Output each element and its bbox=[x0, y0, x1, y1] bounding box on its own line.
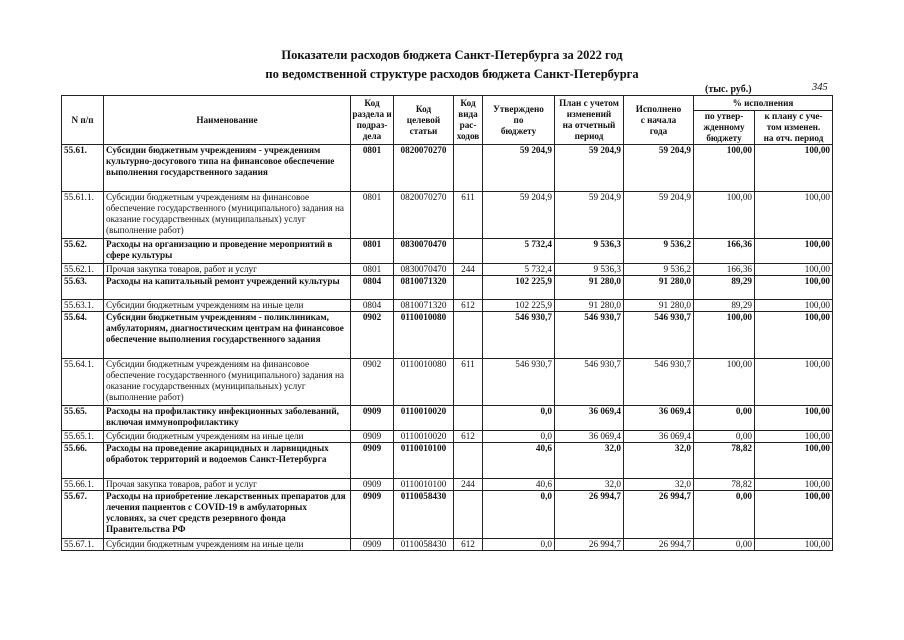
row-type-code bbox=[454, 491, 483, 539]
row-target-code: 0110010100 bbox=[394, 479, 454, 491]
row-type-code: 244 bbox=[454, 479, 483, 491]
row-section-code: 0801 bbox=[351, 264, 394, 276]
row-approved: 0,0 bbox=[483, 406, 555, 431]
row-section-code: 0801 bbox=[351, 145, 394, 192]
row-section-code: 0909 bbox=[351, 491, 394, 539]
row-executed: 59 204,9 bbox=[624, 192, 694, 239]
report-subtitle: по ведомственной структуре расходов бюджета Санкт-Петербурга bbox=[265, 67, 639, 81]
row-pct-approved: 166,36 bbox=[694, 239, 755, 264]
table-row bbox=[62, 431, 833, 443]
row-pct-approved: 100,00 bbox=[694, 145, 755, 192]
row-pct-approved: 166,36 bbox=[694, 264, 755, 276]
row-executed: 26 994,7 bbox=[624, 539, 694, 551]
budget-table bbox=[61, 95, 833, 551]
row-plan: 26 994,7 bbox=[555, 491, 624, 539]
row-section-code: 0804 bbox=[351, 276, 394, 300]
row-target-code: 0110058430 bbox=[394, 491, 454, 539]
row-target-code: 0110010080 bbox=[394, 312, 454, 359]
row-executed: 26 994,7 bbox=[624, 491, 694, 539]
row-pct-plan: 100,00 bbox=[755, 276, 833, 300]
row-target-code: 0110010080 bbox=[394, 359, 454, 406]
row-target-code: 0110058430 bbox=[394, 539, 454, 551]
report-title: Показатели расходов бюджета Санкт-Петербурга за 2022 год bbox=[281, 48, 623, 62]
table-row bbox=[62, 264, 833, 276]
row-approved: 5 732,4 bbox=[483, 239, 555, 264]
row-pct-approved: 0,00 bbox=[694, 491, 755, 539]
row-type-code bbox=[454, 276, 483, 300]
row-pct-approved: 100,00 bbox=[694, 312, 755, 359]
row-approved: 40,6 bbox=[483, 479, 555, 491]
row-pct-approved: 100,00 bbox=[694, 359, 755, 406]
row-type-code bbox=[454, 406, 483, 431]
row-number: 55.65.1. bbox=[62, 431, 104, 443]
row-pct-plan: 100,00 bbox=[755, 431, 833, 443]
table-row bbox=[62, 359, 833, 406]
row-number: 55.64. bbox=[62, 312, 104, 359]
header-pct-plan: к плану с уче- том изменен. на отч. период bbox=[755, 111, 833, 145]
row-executed: 91 280,0 bbox=[624, 276, 694, 300]
header-type-code: Код вида рас- ходов bbox=[454, 96, 483, 145]
row-type-code: 612 bbox=[454, 300, 483, 312]
table-row bbox=[62, 192, 833, 239]
row-type-code: 612 bbox=[454, 431, 483, 443]
row-name: Расходы на проведение акарицидных и ларвицидных обработок территорий и водоемов Санкт-Петербурга bbox=[104, 443, 351, 479]
row-target-code: 0810071320 bbox=[394, 300, 454, 312]
table-row bbox=[62, 239, 833, 264]
row-type-code bbox=[454, 443, 483, 479]
row-number: 55.66.1. bbox=[62, 479, 104, 491]
table-row bbox=[62, 145, 833, 192]
row-plan: 32,0 bbox=[555, 443, 624, 479]
row-name: Субсидии бюджетным учреждениям на иные цели bbox=[104, 431, 351, 443]
row-number: 55.67. bbox=[62, 491, 104, 539]
row-section-code: 0909 bbox=[351, 431, 394, 443]
row-target-code: 0830070470 bbox=[394, 239, 454, 264]
row-approved: 0,0 bbox=[483, 491, 555, 539]
row-executed: 32,0 bbox=[624, 479, 694, 491]
row-pct-plan: 100,00 bbox=[755, 479, 833, 491]
row-approved: 102 225,9 bbox=[483, 300, 555, 312]
row-pct-approved: 0,00 bbox=[694, 431, 755, 443]
table-row bbox=[62, 406, 833, 431]
row-plan: 9 536,3 bbox=[555, 264, 624, 276]
row-executed: 9 536,2 bbox=[624, 264, 694, 276]
row-number: 55.61.1. bbox=[62, 192, 104, 239]
header-plan: План с учетом изменений на отчетный период bbox=[555, 96, 624, 145]
row-type-code: 612 bbox=[454, 539, 483, 551]
row-approved: 546 930,7 bbox=[483, 312, 555, 359]
row-name: Расходы на профилактику инфекционных заболеваний, включая иммунопрофилактику bbox=[104, 406, 351, 431]
row-section-code: 0902 bbox=[351, 359, 394, 406]
row-type-code bbox=[454, 312, 483, 359]
row-name: Расходы на капитальный ремонт учреждений культуры bbox=[104, 276, 351, 300]
row-type-code: 611 bbox=[454, 359, 483, 406]
row-name: Прочая закупка товаров, работ и услуг bbox=[104, 264, 351, 276]
row-target-code: 0110010100 bbox=[394, 443, 454, 479]
row-plan: 59 204,9 bbox=[555, 192, 624, 239]
row-plan: 91 280,0 bbox=[555, 276, 624, 300]
row-target-code: 0810071320 bbox=[394, 276, 454, 300]
row-executed: 546 930,7 bbox=[624, 359, 694, 406]
row-plan: 36 069,4 bbox=[555, 431, 624, 443]
unit-label: (тыс. руб.) bbox=[705, 84, 752, 95]
row-number: 55.65. bbox=[62, 406, 104, 431]
row-name: Субсидии бюджетным учреждениям - поликлиникам, амбулаториям, диагностическим центрам на финансовое обеспечение выполнения государственного задания bbox=[104, 312, 351, 359]
row-number: 55.63. bbox=[62, 276, 104, 300]
row-pct-plan: 100,00 bbox=[755, 192, 833, 239]
row-pct-plan: 100,00 bbox=[755, 145, 833, 192]
header-name: Наименование bbox=[104, 96, 351, 145]
table-row bbox=[62, 443, 833, 479]
row-plan: 26 994,7 bbox=[555, 539, 624, 551]
row-approved: 0,0 bbox=[483, 539, 555, 551]
row-number: 55.61. bbox=[62, 145, 104, 192]
row-section-code: 0801 bbox=[351, 239, 394, 264]
row-approved: 59 204,9 bbox=[483, 145, 555, 192]
row-section-code: 0804 bbox=[351, 300, 394, 312]
row-number: 55.62.1. bbox=[62, 264, 104, 276]
row-executed: 59 204,9 bbox=[624, 145, 694, 192]
row-pct-approved: 0,00 bbox=[694, 539, 755, 551]
row-executed: 546 930,7 bbox=[624, 312, 694, 359]
header-section-code: Код раздела и подраз- дела bbox=[351, 96, 394, 145]
row-pct-plan: 100,00 bbox=[755, 443, 833, 479]
row-type-code bbox=[454, 145, 483, 192]
row-target-code: 0110010020 bbox=[394, 431, 454, 443]
row-approved: 5 732,4 bbox=[483, 264, 555, 276]
row-target-code: 0820070270 bbox=[394, 192, 454, 239]
row-approved: 0,0 bbox=[483, 431, 555, 443]
row-pct-plan: 100,00 bbox=[755, 491, 833, 539]
row-name: Субсидии бюджетным учреждениям - учреждениям культурно-досугового типа на финансовое обеспечение выполнения государственного задания bbox=[104, 145, 351, 192]
row-approved: 102 225,9 bbox=[483, 276, 555, 300]
row-name: Прочая закупка товаров, работ и услуг bbox=[104, 479, 351, 491]
row-pct-approved: 78,82 bbox=[694, 443, 755, 479]
row-pct-approved: 78,82 bbox=[694, 479, 755, 491]
row-plan: 91 280,0 bbox=[555, 300, 624, 312]
row-approved: 546 930,7 bbox=[483, 359, 555, 406]
row-name: Субсидии бюджетным учреждениям на иные цели bbox=[104, 300, 351, 312]
table-row bbox=[62, 312, 833, 359]
row-type-code bbox=[454, 239, 483, 264]
header-executed: Исполнено с начала года bbox=[624, 96, 694, 145]
header-approved: Утверждено по бюджету bbox=[483, 96, 555, 145]
row-executed: 91 280,0 bbox=[624, 300, 694, 312]
row-number: 55.66. bbox=[62, 443, 104, 479]
row-executed: 32,0 bbox=[624, 443, 694, 479]
row-plan: 59 204,9 bbox=[555, 145, 624, 192]
row-pct-plan: 100,00 bbox=[755, 539, 833, 551]
row-name: Расходы на приобретение лекарственных препаратов для лечения пациентов с COVID-19 в амбулаторных условиях, за счет средств резервного фонда Правительства РФ bbox=[104, 491, 351, 539]
row-section-code: 0801 bbox=[351, 192, 394, 239]
row-pct-plan: 100,00 bbox=[755, 312, 833, 359]
page-number: 345 bbox=[812, 82, 828, 93]
header-num: N п/п bbox=[62, 96, 104, 145]
row-approved: 40,6 bbox=[483, 443, 555, 479]
row-name: Субсидии бюджетным учреждениям на финансовое обеспечение государственного (муниципального) задания на оказание государственных (муниципальных) услуг (выполнение работ) bbox=[104, 192, 351, 239]
row-plan: 9 536,3 bbox=[555, 239, 624, 264]
row-pct-plan: 100,00 bbox=[755, 239, 833, 264]
row-section-code: 0909 bbox=[351, 539, 394, 551]
row-number: 55.63.1. bbox=[62, 300, 104, 312]
row-executed: 36 069,4 bbox=[624, 406, 694, 431]
row-section-code: 0909 bbox=[351, 406, 394, 431]
row-plan: 546 930,7 bbox=[555, 312, 624, 359]
row-name: Субсидии бюджетным учреждениям на финансовое обеспечение государственного (муниципального) задания на оказание государственных (муниципальных) услуг (выполнение работ) bbox=[104, 359, 351, 406]
row-type-code: 611 bbox=[454, 192, 483, 239]
row-plan: 32,0 bbox=[555, 479, 624, 491]
row-pct-plan: 100,00 bbox=[755, 406, 833, 431]
table-row bbox=[62, 539, 833, 551]
row-section-code: 0902 bbox=[351, 312, 394, 359]
row-number: 55.64.1. bbox=[62, 359, 104, 406]
row-plan: 36 069,4 bbox=[555, 406, 624, 431]
row-pct-plan: 100,00 bbox=[755, 359, 833, 406]
row-plan: 546 930,7 bbox=[555, 359, 624, 406]
row-target-code: 0830070470 bbox=[394, 264, 454, 276]
row-pct-approved: 0,00 bbox=[694, 406, 755, 431]
row-number: 55.62. bbox=[62, 239, 104, 264]
row-number: 55.67.1. bbox=[62, 539, 104, 551]
row-pct-approved: 89,29 bbox=[694, 276, 755, 300]
header-percent-group: % исполнения bbox=[694, 96, 833, 111]
row-pct-plan: 100,00 bbox=[755, 300, 833, 312]
row-section-code: 0909 bbox=[351, 443, 394, 479]
row-executed: 36 069,4 bbox=[624, 431, 694, 443]
row-target-code: 0820070270 bbox=[394, 145, 454, 192]
row-executed: 9 536,2 bbox=[624, 239, 694, 264]
row-target-code: 0110010020 bbox=[394, 406, 454, 431]
table-row bbox=[62, 491, 833, 539]
header-target-code: Код целевой статьи bbox=[394, 96, 454, 145]
row-approved: 59 204,9 bbox=[483, 192, 555, 239]
table-row bbox=[62, 276, 833, 300]
row-name: Субсидии бюджетным учреждениям на иные цели bbox=[104, 539, 351, 551]
row-type-code: 244 bbox=[454, 264, 483, 276]
table-row bbox=[62, 300, 833, 312]
table-row bbox=[62, 479, 833, 491]
row-section-code: 0909 bbox=[351, 479, 394, 491]
row-pct-plan: 100,00 bbox=[755, 264, 833, 276]
row-name: Расходы на организацию и проведение мероприятий в сфере культуры bbox=[104, 239, 351, 264]
row-pct-approved: 89,29 bbox=[694, 300, 755, 312]
row-pct-approved: 100,00 bbox=[694, 192, 755, 239]
header-pct-approved: по утвер- жденному бюджету bbox=[694, 111, 755, 145]
